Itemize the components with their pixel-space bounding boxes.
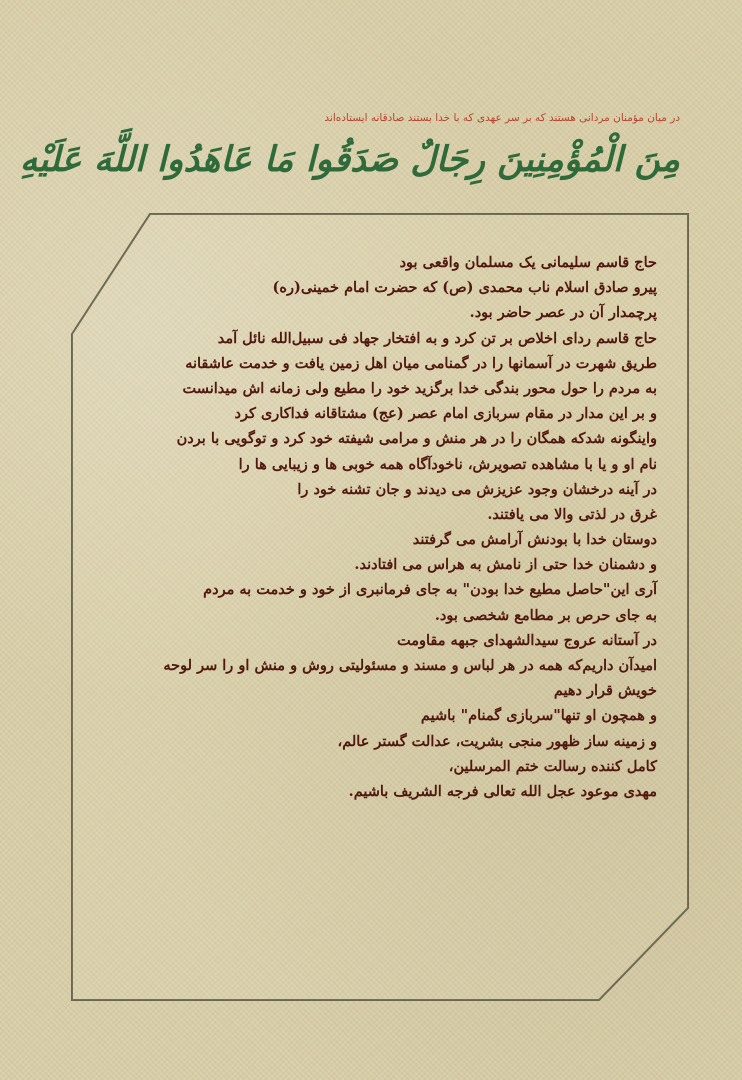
text-line: کامل کننده رسالت ختم المرسلین، xyxy=(448,757,657,775)
text-line: به مردم را حول محور بندگی خدا برگزید خود را مطیع ولی زمانه اش میدانست xyxy=(182,379,657,397)
text-line: و دشمنان خدا حتی از نامش به هراس می افتادند. xyxy=(354,556,657,574)
text-line: طریق شهرت در آسمانها را در گمنامی میان اهل زمین یافت و خدمت عاشقانه xyxy=(185,354,657,372)
text-line: آری این"حاصل مطیع خدا بودن" به جای فرمانبری از خود و خدمت به مردم xyxy=(203,581,657,599)
text-line: خویش قرار دهیم xyxy=(553,682,657,700)
text-line: حاج قاسم سلیمانی یک مسلمان واقعی بود xyxy=(399,254,657,271)
text-line: دوستان خدا با بودنش آرامش می گرفتند xyxy=(412,531,657,549)
text-line: مهدی موعود عجل الله تعالی فرجه الشریف باشیم. xyxy=(348,782,657,800)
text-line: و زمینه ساز ظهور منجی بشریت، عدالت گستر عالم، xyxy=(337,732,657,750)
text-line: در آینه درخشان وجود عزیزش می دیدند و جان تشنه خود را xyxy=(297,480,657,498)
text-line: و بر این مدار در مقام سربازی امام عصر (عج) مشتاقانه فداکاری کرد xyxy=(234,405,657,423)
text-line: حاج قاسم ردای اخلاص بر تن کرد و به افتخار جهاد فی سبیل‌الله نائل آمد xyxy=(217,329,657,347)
quran-verse-calligraphy: مِنَ الْمُؤْمِنِينَ رِجَالٌ صَدَقُوا مَا عَاهَدُوا اللَّهَ عَلَيْهِ xyxy=(19,139,680,180)
text-line: نام او و یا با مشاهده تصویرش، ناخودآگاه همه خوبی ها و زیبایی ها را xyxy=(238,455,657,473)
body-text xyxy=(97,250,657,804)
text-line: غرق در لذتی والا می یافتند. xyxy=(487,505,657,523)
verse-translation: در میان مؤمنان مردانی هستند که بر سر عهدی که با خدا بستند صادقانه ایستاده‌اند xyxy=(324,112,680,124)
text-line: پرچمدار آن در عصر حاضر بود. xyxy=(469,304,657,322)
text-line: واینگونه شدکه همگان را در هر منش و مرامی شیفته خود کرد و توگویی با بردن xyxy=(176,430,657,448)
text-line: امیدآن داریم‌که همه در هر لباس و مسند و مسئولیتی روش و منش او را سر لوحه xyxy=(163,657,657,674)
text-line: پیرو صادق اسلام ناب محمدی (ص) که حضرت امام خمینی(ره) xyxy=(272,279,657,297)
text-line: و همچون او تنها"سربازی گمنام" باشیم xyxy=(420,707,657,725)
text-line: به جای حرص بر مطامع شخصی بود. xyxy=(434,606,657,624)
text-line: در آستانه عروج سیدالشهدای جبهه مقاومت xyxy=(396,631,657,649)
